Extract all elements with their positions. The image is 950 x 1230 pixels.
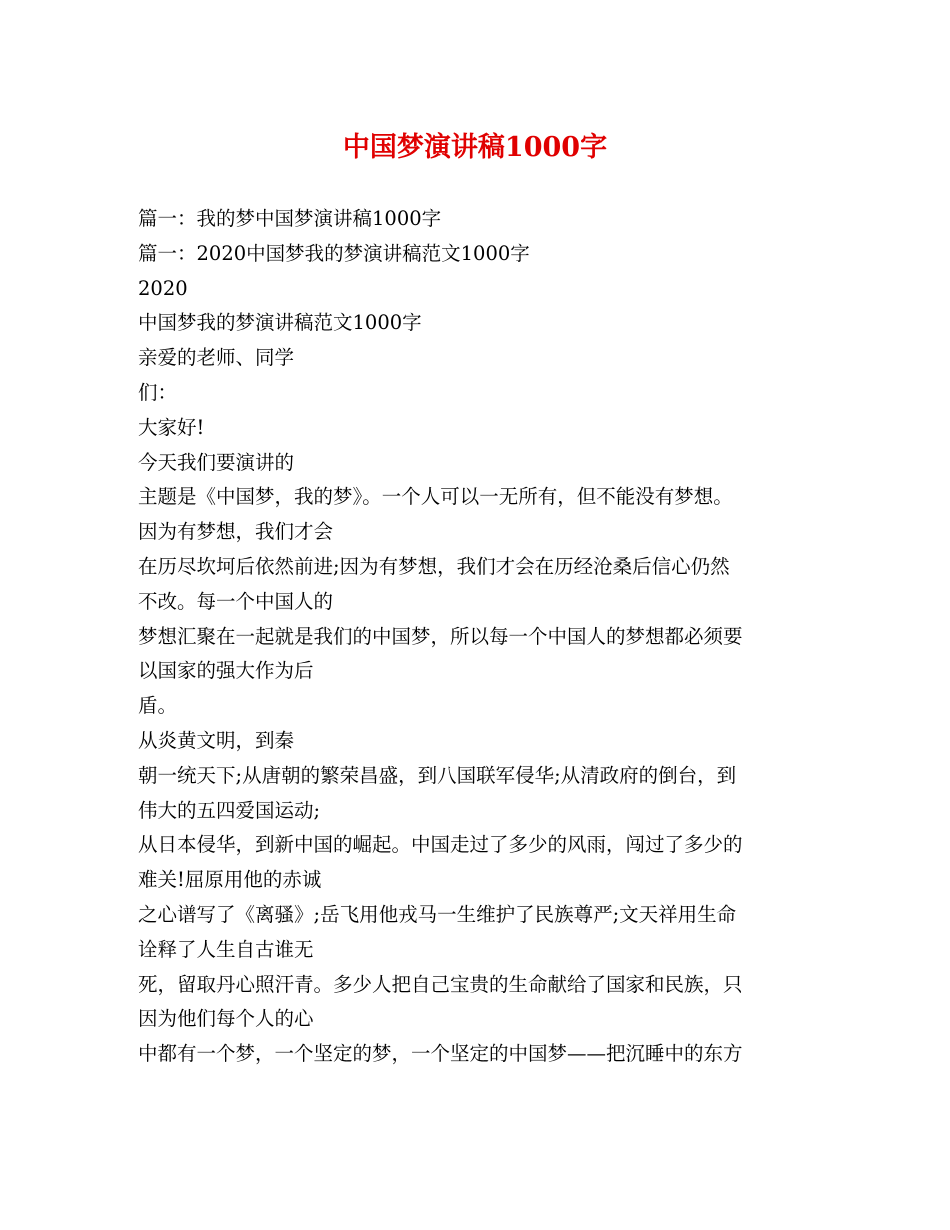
body-line: 从炎黄文明，到秦 [138,728,295,752]
body-line: 之心谱写了《离骚》;岳飞用他戎马一生维护了民族尊严;文天祥用生命 [138,902,737,926]
body-line: 梦想汇聚在一起就是我们的中国梦，所以每一个中国人的梦想都必须要 [138,624,743,648]
body-line: 从日本侵华，到新中国的崛起。中国走过了多少的风雨，闯过了多少的 [138,833,743,857]
body-line: 因为有梦想，我们才会 [138,520,334,544]
body-line: 死，留取丹心照汗青。多少人把自己宝贵的生命献给了国家和民族，只 [138,972,743,996]
body-line: 今天我们要演讲的 [138,450,295,474]
body-line: 主题是《中国梦，我的梦》。一个人可以一无所有，但不能没有梦想。 [138,485,733,509]
body-line: 篇一：我的梦中国梦演讲稿1000字 [138,207,442,230]
body-line: 亲爱的老师、同学 [138,346,295,370]
body-line: 朝一统天下;从唐朝的繁荣昌盛，到八国联军侵华;从清政府的倒台，到 [138,763,737,787]
body-line: 篇一：2020中国梦我的梦演讲稿范文1000字 [138,241,530,265]
body-line: 以国家的强大作为后 [138,659,314,683]
body-line: 中国梦我的梦演讲稿范文1000字 [138,311,422,335]
body-line: 2020 [138,276,188,300]
body-line: 大家好! [138,415,205,439]
body-line: 因为他们每个人的心 [138,1007,314,1031]
body-line: 难关!屈原用他的赤诚 [138,868,322,892]
document-title: 中国梦演讲稿1000字 [342,132,608,163]
body-line: 中都有一个梦，一个坚定的梦，一个坚定的中国梦——把沉睡中的东方 [138,1042,743,1066]
body-line: 盾。 [138,694,178,718]
body-line: 不改。每一个中国人的 [138,589,334,613]
body-line: 在历尽坎坷后依然前进;因为有梦想，我们才会在历经沧桑后信心仍然 [138,554,730,578]
body-line: 们： [138,380,178,404]
body-line: 伟大的五四爱国运动; [138,798,321,822]
body-line: 诠释了人生自古谁无 [138,937,314,961]
document-body [138,202,818,1072]
